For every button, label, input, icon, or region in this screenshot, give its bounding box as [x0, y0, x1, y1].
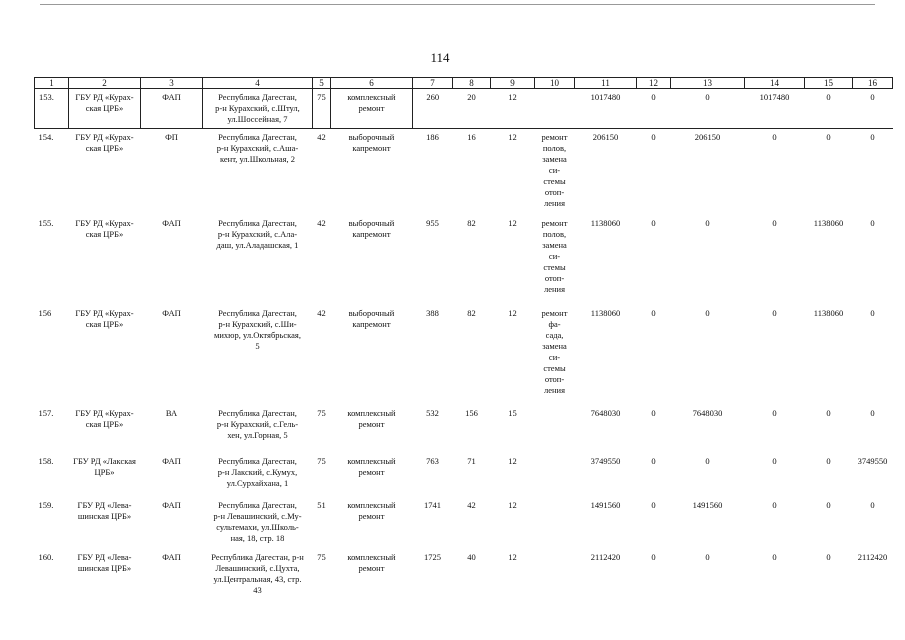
address-line: р-н Курахский, с.Гель-	[216, 418, 299, 429]
address-line: ул.Сурхайхана, 1	[226, 477, 289, 488]
organization-line: ГБУ РД «Курах-	[75, 307, 134, 318]
work-type	[331, 89, 413, 129]
column-number: 6	[331, 78, 413, 89]
col-9-value: 12	[508, 217, 517, 228]
address-line: 5	[255, 340, 260, 351]
address-line: р-н Курахский, с.Штул,	[215, 103, 300, 113]
col-14-amount: 0	[772, 551, 777, 562]
column-number: 10	[535, 78, 575, 89]
col-12-amount: 0	[651, 132, 656, 142]
column-number: 16	[853, 78, 893, 89]
col-11-amount: 1491560	[590, 499, 621, 510]
work-description-line: отоп-	[544, 187, 565, 197]
work-description	[535, 129, 575, 215]
col-13-amount: 1491560	[692, 499, 723, 510]
col-12-amount: 0	[651, 551, 656, 562]
work-description-line: ремонт	[541, 307, 568, 318]
column-number: 11	[575, 78, 637, 89]
row-number: 155.	[38, 217, 54, 228]
col-5-value: 75	[313, 89, 331, 129]
column-number: 8	[453, 78, 491, 89]
column-number: 14	[745, 78, 805, 89]
work-description	[535, 497, 575, 549]
work-description-line: ления	[543, 384, 566, 395]
col-16-amount: 3749550	[857, 455, 888, 466]
col-15-amount: 1138060	[813, 217, 844, 228]
col-15-amount: 0	[826, 132, 831, 142]
facility-type: ФАП	[162, 551, 181, 562]
table-row	[35, 549, 893, 603]
address-line: ная, 18, стр. 18	[230, 532, 285, 543]
organization-line: ская ЦРБ»	[85, 143, 124, 153]
work-description-line: полов,	[542, 228, 567, 239]
address-line: ул.Центральная, 43, стр.	[213, 573, 302, 584]
col-9-value: 12	[508, 551, 517, 562]
work-type	[331, 305, 413, 405]
column-number: 15	[805, 78, 853, 89]
address	[203, 405, 313, 453]
col-7-value: 186	[426, 132, 439, 142]
col-12-amount: 0	[651, 217, 656, 228]
col-15-amount: 0	[826, 499, 831, 510]
col-8-value: 82	[467, 307, 476, 318]
col-16-amount: 0	[870, 307, 875, 318]
row-number: 156	[38, 307, 52, 318]
col-14-amount: 1017480	[745, 89, 805, 129]
organization-line: шинская ЦРБ»	[77, 510, 132, 521]
work-type-line: комплексный	[347, 92, 396, 102]
col-12-amount: 0	[651, 499, 656, 510]
col-12-amount: 0	[651, 455, 656, 466]
work-description-line: стемы	[543, 261, 566, 272]
row-number: 154.	[38, 132, 54, 142]
col-8-value: 16	[467, 132, 476, 142]
col-14-amount: 0	[772, 499, 777, 510]
work-description	[535, 89, 575, 129]
work-type-line: выборочный	[348, 307, 395, 318]
work-description-line: си-	[548, 165, 561, 175]
col-16-amount: 0	[853, 89, 893, 129]
work-type-line: капремонт	[352, 143, 391, 153]
organization-line: ская ЦРБ»	[85, 318, 124, 329]
col-16-amount: 0	[870, 407, 875, 418]
organization-line: ская ЦРБ»	[85, 228, 124, 239]
col-13-amount: 7648030	[692, 407, 723, 418]
facility-type: ФП	[165, 132, 178, 142]
col-5-value: 42	[317, 132, 326, 142]
address	[203, 453, 313, 497]
col-13-amount: 0	[705, 307, 710, 318]
work-description	[535, 305, 575, 405]
facility-type: ФАП	[162, 499, 181, 510]
work-type-line: выборочный	[348, 217, 395, 228]
organization	[69, 305, 141, 405]
page-number: 114	[430, 50, 450, 65]
work-description-line: полов,	[542, 143, 567, 153]
work-type-line: комплексный	[347, 499, 396, 510]
work-type-line: капремонт	[352, 318, 391, 329]
col-15-amount: 1138060	[813, 307, 844, 318]
col-7-value: 388	[426, 307, 439, 318]
organization	[69, 405, 141, 453]
organization	[69, 215, 141, 305]
col-16-amount: 0	[870, 499, 875, 510]
col-11-amount: 3749550	[590, 455, 621, 466]
col-8-value: 42	[467, 499, 476, 510]
table-row	[35, 129, 893, 215]
row-number: 160.	[38, 551, 54, 562]
address-line: р-н Курахский, с.Аша-	[216, 143, 299, 153]
col-5-value: 51	[317, 499, 326, 510]
col-8-value: 40	[467, 551, 476, 562]
col-13-amount: 206150	[694, 132, 721, 142]
col-11-amount: 206150	[592, 132, 619, 142]
col-14-amount: 0	[772, 217, 777, 228]
col-16-amount: 2112420	[857, 551, 888, 562]
col-8-value: 82	[467, 217, 476, 228]
col-11-amount: 1138060	[590, 217, 621, 228]
col-9-value: 12	[508, 499, 517, 510]
facility-type: ВА	[165, 407, 178, 418]
organization-line: ЦРБ»	[94, 466, 115, 477]
address	[203, 497, 313, 549]
work-description-line: фа-	[548, 318, 561, 329]
table-row	[35, 305, 893, 405]
address-line: Республика Дагестан, р-н	[211, 551, 304, 562]
address-line: р-н Курахский, с.Ала-	[217, 228, 298, 239]
work-type-line: ремонт	[358, 466, 385, 477]
work-type-line: капремонт	[352, 228, 391, 239]
col-9-value: 12	[508, 307, 517, 318]
col-15-amount: 0	[826, 455, 831, 466]
column-number-row	[35, 78, 893, 89]
col-13-amount: 0	[705, 455, 710, 466]
table-row	[35, 215, 893, 305]
row-number: 157.	[38, 407, 54, 418]
organization	[69, 497, 141, 549]
work-type-line: комплексный	[347, 551, 396, 562]
address-line: сультемахи, ул.Школь-	[216, 521, 299, 532]
work-description-line: стемы	[543, 362, 566, 373]
organization-line: ГБУ РД «Курах-	[75, 217, 134, 228]
table-row	[35, 453, 893, 497]
top-scan-rule	[40, 4, 875, 5]
organization-line: ГБУ РД «Курах-	[75, 132, 134, 142]
col-11-amount: 7648030	[590, 407, 621, 418]
work-description	[535, 405, 575, 453]
col-14-amount: 0	[772, 307, 777, 318]
address-line: р-н Лакский, с.Кумух,	[217, 466, 298, 477]
col-5-value: 42	[317, 307, 326, 318]
col-7-value: 955	[426, 217, 439, 228]
column-number: 4	[203, 78, 313, 89]
address-line: Левашинский, с.Цухта,	[215, 562, 300, 573]
work-description-line: замена	[542, 340, 567, 351]
address-line: Республика Дагестан,	[218, 499, 297, 510]
facility-type: ФАП	[162, 307, 181, 318]
organization	[69, 129, 141, 215]
col-5-value: 75	[317, 455, 326, 466]
table-row	[35, 497, 893, 549]
row-number: 153.	[35, 89, 69, 129]
work-description-line: стемы	[543, 176, 566, 186]
work-description-line: отоп-	[544, 373, 565, 384]
work-description-line: ремонт	[541, 217, 568, 228]
address-line: Республика Дагестан,	[218, 92, 297, 102]
col-12-amount: 0	[637, 89, 671, 129]
organization-line: ГБУ РД «Лева-	[77, 499, 132, 510]
col-9-value: 15	[508, 407, 517, 418]
work-description-line: сада,	[545, 329, 564, 340]
col-5-value: 42	[317, 217, 326, 228]
organization-line: ГБУ РД «Лева-	[77, 551, 132, 562]
work-description	[535, 453, 575, 497]
col-8-value: 20	[453, 89, 491, 129]
organization	[69, 89, 141, 129]
facility-type: ФАП	[141, 89, 203, 129]
work-description	[535, 215, 575, 305]
col-13-amount: 0	[705, 217, 710, 228]
col-14-amount: 0	[772, 407, 777, 418]
organization-line: ГБУ РД «Курах-	[75, 407, 134, 418]
table-row	[35, 405, 893, 453]
address	[203, 215, 313, 305]
address-line: Республика Дагестан,	[218, 217, 297, 228]
col-15-amount: 0	[826, 407, 831, 418]
col-11-amount: 1138060	[590, 307, 621, 318]
work-type-line: выборочный	[348, 132, 395, 142]
address-line: р-н Курахский, с.Ши-	[218, 318, 297, 329]
col-14-amount: 0	[772, 455, 777, 466]
col-15-amount: 0	[826, 551, 831, 562]
row-number: 158.	[38, 455, 54, 466]
col-12-amount: 0	[651, 307, 656, 318]
work-type	[331, 453, 413, 497]
organization-line: ГБУ РД «Лакская	[73, 455, 136, 466]
column-number: 1	[35, 78, 69, 89]
col-9-value: 12	[508, 132, 517, 142]
table-row	[35, 89, 893, 129]
row-number: 159.	[38, 499, 54, 510]
work-description-line: ления	[543, 283, 566, 294]
address-line: Республика Дагестан,	[218, 132, 297, 142]
work-type-line: ремонт	[358, 562, 385, 573]
col-7-value: 1725	[424, 551, 441, 562]
work-type-line: ремонт	[358, 418, 385, 429]
col-11-amount: 2112420	[590, 551, 621, 562]
column-number: 9	[491, 78, 535, 89]
work-description-line: ремонт	[541, 132, 568, 142]
facility-type: ФАП	[162, 455, 181, 466]
col-7-value: 532	[426, 407, 439, 418]
work-description-line: си-	[548, 250, 561, 261]
address-line: Республика Дагестан,	[218, 307, 297, 318]
col-13-amount: 0	[705, 551, 710, 562]
col-7-value: 1741	[424, 499, 441, 510]
work-type	[331, 549, 413, 603]
work-description-line: ления	[543, 198, 566, 208]
col-16-amount: 0	[870, 217, 875, 228]
address-line: р-н Левашинский, с.Му-	[213, 510, 302, 521]
work-description	[535, 549, 575, 603]
data-table	[34, 77, 893, 603]
col-5-value: 75	[317, 551, 326, 562]
work-description-line: си-	[548, 351, 561, 362]
work-type-line: комплексный	[347, 455, 396, 466]
organization-line: ГБУ РД «Курах-	[75, 92, 134, 102]
organization	[69, 549, 141, 603]
column-number: 12	[637, 78, 671, 89]
col-14-amount: 0	[772, 132, 777, 142]
work-type	[331, 497, 413, 549]
work-description-line: отоп-	[544, 272, 565, 283]
col-5-value: 75	[317, 407, 326, 418]
address-line: михюр, ул.Октябрьская,	[214, 329, 301, 340]
address-line: Республика Дагестан,	[218, 455, 297, 466]
work-type-line: ремонт	[358, 510, 385, 521]
col-13-amount: 0	[671, 89, 745, 129]
column-number: 2	[69, 78, 141, 89]
col-7-value: 763	[426, 455, 439, 466]
address-line: хен, ул.Горная, 5	[227, 429, 288, 440]
organization-line: шинская ЦРБ»	[77, 562, 132, 573]
organization-line: ская ЦРБ»	[85, 103, 124, 113]
col-7-value: 260	[413, 89, 453, 129]
col-8-value: 156	[465, 407, 478, 418]
work-type	[331, 129, 413, 215]
address	[203, 89, 313, 129]
address	[203, 549, 313, 603]
address-line: кент, ул.Школьная, 2	[219, 154, 296, 164]
facility-type: ФАП	[162, 217, 181, 228]
work-type	[331, 215, 413, 305]
col-9-value: 12	[491, 89, 535, 129]
col-9-value: 12	[508, 455, 517, 466]
col-15-amount: 0	[805, 89, 853, 129]
work-type	[331, 405, 413, 453]
address	[203, 305, 313, 405]
column-number: 7	[413, 78, 453, 89]
address-line: Республика Дагестан,	[218, 407, 297, 418]
address-line: 43	[253, 584, 262, 595]
column-number: 13	[671, 78, 745, 89]
col-12-amount: 0	[651, 407, 656, 418]
col-16-amount: 0	[870, 132, 875, 142]
table-body	[35, 78, 893, 603]
organization-line: ская ЦРБ»	[85, 418, 124, 429]
address-line: даш, ул.Аладашская, 1	[216, 239, 299, 250]
organization	[69, 453, 141, 497]
column-number: 5	[313, 78, 331, 89]
address-line: ул.Шоссейная, 7	[227, 114, 288, 124]
work-type-line: комплексный	[347, 407, 396, 418]
column-number: 3	[141, 78, 203, 89]
work-description-line: замена	[542, 239, 567, 250]
col-11-amount: 1017480	[575, 89, 637, 129]
address	[203, 129, 313, 215]
work-description-line: замена	[542, 154, 567, 164]
col-8-value: 71	[467, 455, 476, 466]
work-type-line: ремонт	[358, 103, 385, 113]
